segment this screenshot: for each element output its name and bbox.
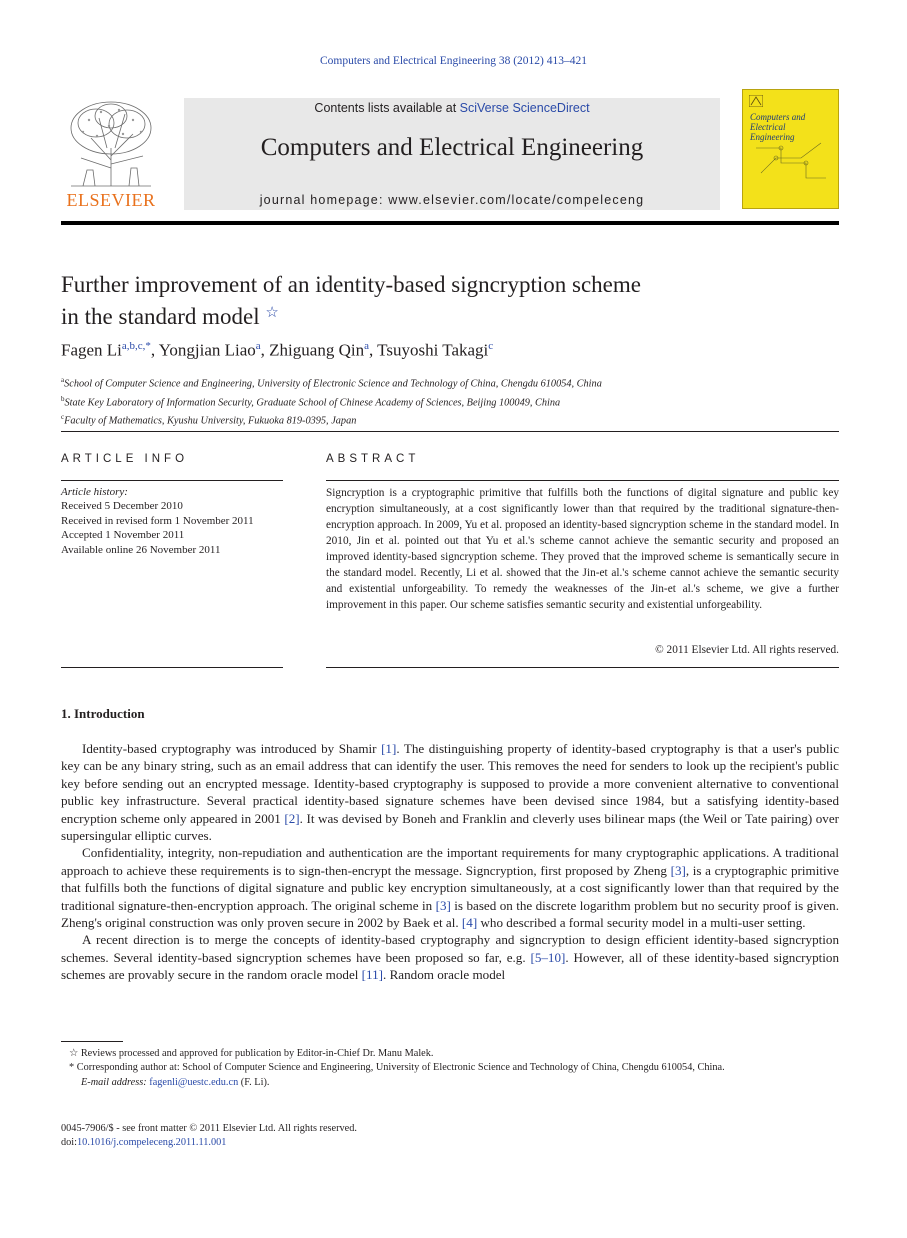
author-name: Fagen Li [61,340,122,360]
citation-reference-link[interactable]: [5–10] [530,949,566,965]
footnote-corresponding-text: Corresponding author at: School of Computer Science and Engineering, University of Electronic Science and Technology of China, Chengdu 610054, China. [76,1062,725,1074]
doi-line [61,1136,357,1150]
title-footnote-star[interactable]: ☆ [265,305,279,321]
history-item: Available online 26 November 2011 [61,543,221,556]
article-title-line-1: Further improvement of an identity-based signcryption scheme [61,272,641,297]
email-link[interactable]: fagenli@uestc.edu.cn [149,1076,239,1088]
footnote-corresponding [61,1061,839,1075]
author-affiliation-mark[interactable]: a [364,340,369,352]
citation-reference-link[interactable]: [3] [670,862,686,878]
author-list: Fagen $Li^{a,b,c,*}$, Yongjian Liao$^a$, Zhiguang Qin$^a$, Tsuyoshi Takagi$^c$ [61,340,494,360]
affiliation-text: Faculty of Mathematics, Kyushu University, Fukuoka 819-0395, Japan [64,415,357,427]
author-affiliation-mark[interactable]: c [488,340,494,352]
paragraph-text: . However, all of these identity-based signcryption schemes are provably secure in the random oracle model [61,949,839,983]
doi-prefix: doi: [61,1137,78,1149]
doi-link[interactable]: 10.1016/j.compeleceng.2011.11.001 [77,1137,227,1149]
journal-homepage[interactable]: journal homepage: www.elsevier.com/locate/compeleceng [259,193,645,207]
abstract-heading: ABSTRACT [326,453,420,465]
citation-reference-link[interactable]: [11] [361,967,384,983]
email-suffix: (F. Li). [238,1076,270,1088]
bottom-meta [61,1122,357,1151]
affiliation-item [61,392,602,411]
abstract-bottom-rule [326,667,839,668]
article-history [61,485,254,557]
cover-title: Computers and Electrical Engineering [750,112,806,142]
paragraph [61,931,839,983]
abstract-rule [326,480,839,481]
paragraph-text: Confidentiality, integrity, non-repudiation and authentication are the important requirements for many cryptographic applications. A traditional approach to achieve these requirements is to sign-then-encrypt the message. Signcryption, first proposed by Zheng [61,845,839,878]
affiliation-mark: b [61,394,65,403]
elsevier-logo [61,98,161,210]
history-item: Accepted 1 November 2011 [61,529,185,542]
journal-title: Computers and Electrical Engineering [260,134,644,161]
paragraph [61,740,839,844]
journal-cover [742,89,839,209]
article-title-line-2: in the standard model [61,304,260,329]
affiliation-text: State Key Laboratory of Information Security, Graduate School of Chinese Academy of Sciences, Beijing 100049, China [64,397,561,409]
section-heading-introduction: 1. Introduction [61,706,145,721]
header-rule [61,221,839,225]
cover-logo-icon [749,95,763,107]
journal-masthead [184,98,720,210]
author-name: Zhiguang Qin [269,340,365,360]
affiliation-mark: a [61,376,65,384]
history-item: Received in revised form 1 November 2011 [61,514,254,527]
paragraph-text: . It was devised by Boneh and Franklin and cleverly uses bilinear maps (the Weil or Tate pairing) over supersingular elliptic curves. [61,810,839,844]
introduction-body [61,740,839,984]
paragraph-text: A recent direction is to merge the concepts of identity-based cryptography and signcryption to design efficient identity-based signcryption schemes. Several identity-based signcryption schemes have been proposed so far, e.g. [61,932,839,965]
paragraph-text: who described a formal security model in a multi-user setting. [477,915,806,931]
citation-reference-link[interactable]: [1] [381,741,397,756]
issn-line: 0045-7906/$ - see front matter © 2011 Elsevier Ltd. All rights reserved. [61,1123,357,1134]
paragraph-text: . The distinguishing property of identity-based cryptography is that a user's public key can be any binary string, such as an email address that can identify the user. This removes the need for senders to look up the recipient's public key before sending out an encrypted message. Identity-based cryptography is supposed to provide a more convenient alternative to conventional public key infrastructure. Several practical identity-based signature schemes have been devised since 1984, but a satisfying identity-based encryption scheme only appeared in 2001 [61,741,839,826]
publisher-name: ELSEVIER [66,190,156,210]
abstract-copyright: © 2011 Elsevier Ltd. All rights reserved. [655,644,839,656]
author-affiliation-mark[interactable]: a,b,c,* [121,340,151,352]
history-label: Article history: [61,486,128,498]
affiliation-item [61,410,602,429]
affiliation-item [61,373,602,392]
paragraph-text: is based on the discrete logarithm problem but no security proof is given. Zheng's original construction was only proven secure in 2002 by Baek et al. [61,897,840,931]
paragraph-text: Identity-based cryptography was introduced by Shamir [82,741,382,756]
paragraph-text: . Random oracle model [383,967,506,983]
sciencedirect-link[interactable]: SciVerse ScienceDirect [459,101,590,115]
citation-reference-link[interactable]: [4] [461,915,478,931]
paragraph-text: , is a cryptographic primitive that fulfills both the functions of digital signature and public key encryption simultaneously, at a cost significantly lower than that required by the traditional signature-then-encryption approach. The original scheme in [61,862,839,913]
author-name: Tsuyoshi Takagi [377,340,489,360]
article-info-heading: ARTICLE INFO [61,453,189,465]
affiliation-list [61,373,602,429]
footnote-star-mark: ☆ [69,1048,81,1059]
elsevier-tree-icon [61,98,161,188]
author-affiliation-mark[interactable]: a [255,340,261,352]
footnote-asterisk-mark: * [69,1062,77,1074]
footnote-rule [61,1041,123,1042]
email-label: E-mail address: [81,1076,147,1088]
article-info-bottom-rule [61,667,283,668]
affiliation-text: School of Computer Science and Engineering, University of Electronic Science and Technology of China, Chengdu 610054, China [64,378,602,390]
contents-line [184,101,720,115]
affiliation-rule [61,431,839,432]
footnotes [61,1047,839,1090]
history-item: Received 5 December 2010 [61,500,183,513]
citation-reference-link[interactable]: [3] [435,897,451,913]
paragraph [61,844,839,931]
journal-citation[interactable]: Computers and Electrical Engineering 38 (2012) 413–421 [320,55,587,67]
cover-circuit-icon [751,138,831,188]
article-info-rule [61,480,283,481]
affiliation-mark: c [61,413,65,422]
footnote-review-text: Reviews processed and approved for publication by Editor-in-Chief Dr. Manu Malek. [80,1048,434,1059]
article-title [61,270,821,331]
citation-reference-link[interactable]: [2] [284,810,300,826]
footnote-review [61,1047,839,1061]
footnote-email [61,1076,839,1090]
author-name: Yongjian Liao [158,340,256,360]
contents-prefix: Contents lists available at [314,101,460,115]
abstract-text: Signcryption is a cryptographic primitive that fulfills both the functions of digital signature and public key encryption simultaneously, at a cost significantly lower than that required by the traditional signature-then-encryption approach. In 2009, Yu et al. proposed an identity-based signcryption scheme in the standard model. In 2010, Jin et al. pointed out that Yu et al.'s scheme cannot achieve the semantic security and proposed an improved identity-based signcryption scheme. They proved that the improved scheme is semantically secure in the standard model. Recently, Li et al. showed that the Jin-et al.'s scheme cannot achieve the semantic security and existential unforgeability. To remedy the weaknesses of the Jin-et al.'s scheme, we give a further improvement in this paper. Our scheme satisfies semantic security and existential unforgeability. [326,487,839,611]
